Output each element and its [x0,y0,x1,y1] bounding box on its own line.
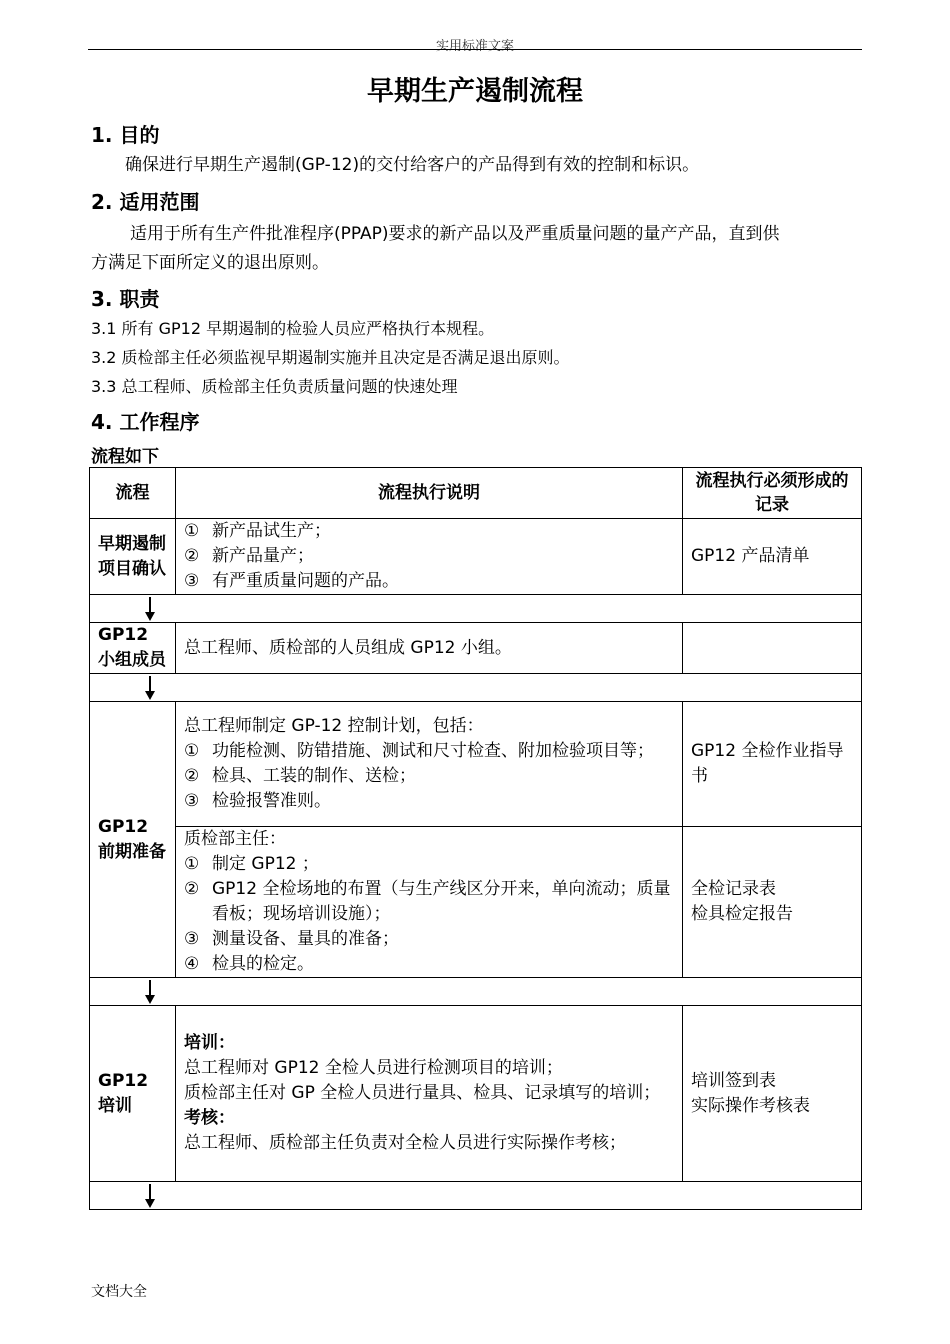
arrow-row [90,1182,862,1210]
col-header-description: 流程执行说明 [176,468,683,519]
list-item: ① 新产品试生产； [184,521,331,541]
arrow-row [90,595,862,623]
description-cell: 培训： 总工程师对 GP12 全检人员进行检测项目的培训； 质检部主任对 GP 全检人员进行量具、检具、记录填写的培训； 考核： 总工程师、质检部主任负责对全检人员进行实际操作考核； [176,1006,683,1182]
stage-team-members: GP12 小组成员 [90,623,176,674]
description-cell: 总工程师、质检部的人员组成 GP12 小组。 [176,623,683,674]
list-item: ② 检具、工装的制作、送检； [184,766,416,786]
stage-project-confirm: 早期遏制项目确认 [90,519,176,595]
col-header-flow: 流程 [90,468,176,519]
col-header-records: 流程执行必须形成的记录 [683,468,862,519]
document-title: 早期生产遏制流程 [367,76,583,107]
section-1-body: 确保进行早期生产遏制(GP-12)的交付给客户的产品得到有效的控制和标识。 [125,155,700,175]
list-item: ① 功能检测、防错措施、测试和尺寸检查、附加检验项目等； [184,741,654,761]
section-3-item-3: 3.3 总工程师、质检部主任负责质量问题的快速处理 [91,377,458,396]
down-arrow-icon [142,1184,158,1208]
section-3-heading: 3. 职责 [91,287,160,311]
list-item: ③ 测量设备、量具的准备； [184,929,399,949]
description-cell: 总工程师制定 GP-12 控制计划，包括： ① 功能检测、防错措施、测试和尺寸检查、附加检验项目等； ② 检具、工装的制作、送检； ③ 检验报警准则。 [176,702,683,827]
list-item: ③ 有严重质量问题的产品。 [184,571,399,591]
record-cell [683,623,862,674]
record-cell: 培训签到表 实际操作考核表 [683,1006,862,1182]
section-3-item-2: 3.2 质检部主任必须监视早期遏制实施并且决定是否满足退出原则。 [91,348,570,367]
record-cell: 全检记录表 检具检定报告 [683,827,862,978]
section-3-item-1: 3.1 所有 GP12 早期遏制的检验人员应严格执行本规程。 [91,319,495,338]
down-arrow-icon [142,676,158,700]
list-item: ② GP12 全检场地的布置（与生产线区分开来，单向流动；质量看板；现场培训设施）； [184,879,671,924]
flow-table [89,467,862,1210]
stage-training: GP12 培训 [90,1006,176,1182]
table-row [90,519,862,595]
table-row [90,702,862,827]
section-2-body-line2: 方满足下面所定义的退出原则。 [91,253,329,273]
list-item: ③ 检验报警准则。 [184,791,331,811]
list-item: ① 制定 GP12 ； [184,854,319,874]
table-row [90,623,862,674]
section-1-heading: 1. 目的 [91,123,160,147]
table-header-row [90,468,862,519]
arrow-row [90,978,862,1006]
section-4-heading: 4. 工作程序 [91,410,200,434]
table-row [90,1006,862,1182]
flow-caption: 流程如下 [91,447,159,467]
stage-preparation: GP12 前期准备 [90,702,176,978]
header-rule [88,49,862,50]
record-cell: GP12 产品清单 [683,519,862,595]
page-footer: 文档大全 [91,1284,147,1300]
section-2-body-line1: 适用于所有生产件批准程序(PPAP)要求的新产品以及严重质量问题的量产产品，直到供 [130,224,780,244]
arrow-row [90,674,862,702]
description-cell [176,519,683,595]
section-2-heading: 2. 适用范围 [91,190,200,214]
header-text: 实用标准文案 [435,39,514,54]
record-cell: GP12 全检作业指导书 [683,702,862,827]
description-cell: 质检部主任： ① 制定 GP12 ； ② GP12 全检场地的布置（与生产线区分开来，单向流动；质量看板；现场培训设施）； ③ 测量设备、量具的准备； ④ 检具的检定。 [176,827,683,978]
list-item: ② 新产品量产； [184,546,314,566]
down-arrow-icon [142,597,158,621]
table-row [90,827,862,978]
down-arrow-icon [142,980,158,1004]
list-item: ④ 检具的检定。 [184,954,314,974]
